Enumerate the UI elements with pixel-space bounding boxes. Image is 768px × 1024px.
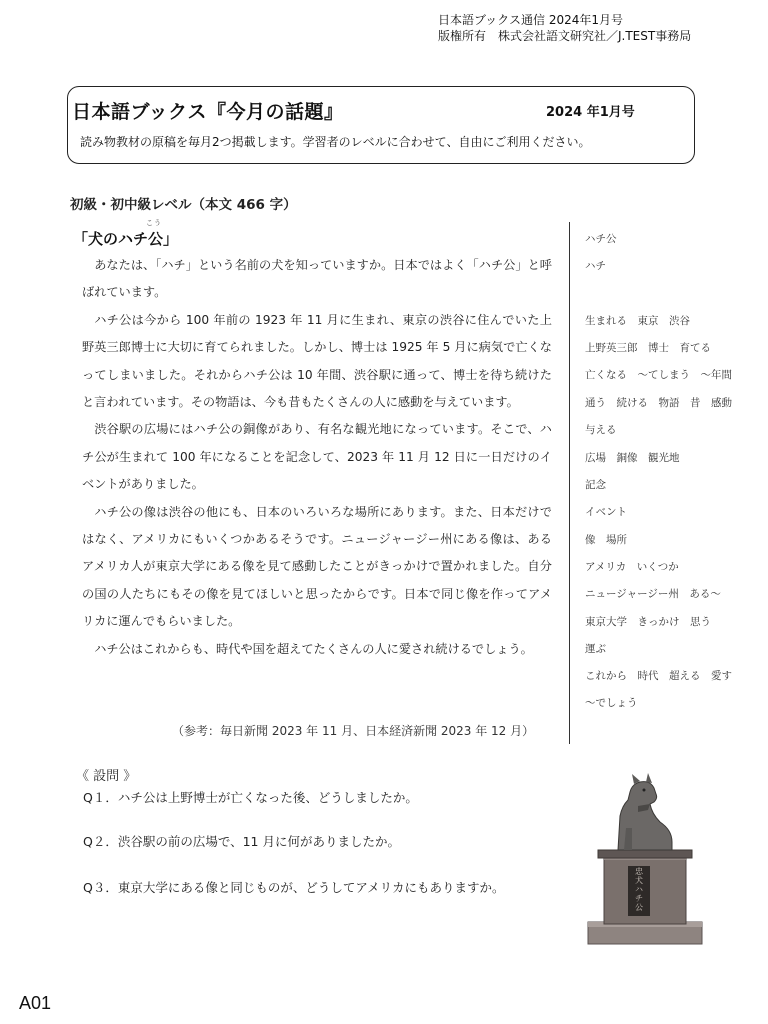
question-item: Q２．渋谷駅の前の広場で、11 月に何がありましたか。 (83, 834, 400, 849)
issue-date: 2024 年1月号 (546, 105, 635, 120)
paragraph: 渋谷駅の広場にはハチ公の銅像があり、有名な観光地になっています。そこで、ハチ公が生まれて 100 年になることを記念して、2023 年 11 月 12 日に一日だけのイベントがありました。 (82, 422, 552, 492)
title-subtitle: 読み物教材の原稿を毎月2つ掲載します。学習者のレベルに合わせて、自由にご利用ください。 (80, 135, 591, 149)
vocab-item: 像 場所 (585, 534, 627, 546)
header-copyright: 版権所有 株式会社語文研究社／J.TEST事務局 (438, 29, 692, 43)
question-item: Q１．ハチ公は上野博士が亡くなった後、どうしましたか。 (83, 790, 418, 805)
questions-heading: 《 設問 》 (76, 769, 137, 784)
vocab-item: ニュージャージー州 ある〜 (585, 588, 721, 600)
paragraph: あなたは、「ハチ」という名前の犬を知っていますか。日本ではよく「ハチ公」と呼ばれています。 (82, 258, 552, 300)
header-issue: 日本語ブックス通信 2024年1月号 (438, 13, 624, 27)
vocab-item: 広場 銅像 観光地 (585, 452, 680, 464)
vocab-item: アメリカ いくつか (585, 561, 679, 573)
vocab-item: 上野英三郎 博士 育てる (585, 342, 711, 354)
page-title: 日本語ブックス『今月の話題』 (72, 101, 344, 123)
vocab-item: 〜でしょう (585, 697, 638, 709)
vocab-item: 与える (585, 424, 617, 436)
vocab-item: ハチ公 (585, 233, 617, 245)
paragraph: ハチ公は今から 100 年前の 1923 年 11 月に生まれ、東京の渋谷に住んでいた上野英三郎博士に大切に育てられました。しかし、博士は 1925 年 5 月に病気で亡くなってしまいました。それからハチ公は 10 年間、渋谷駅に通って、博士を待ち続けたと言われています。その物語は、今も昔もたくさんの人に感動を与えています。 (82, 312, 552, 410)
hachiko-statue-image (580, 770, 710, 950)
question-item: Q３．東京大学にある像と同じものが、どうしてアメリカにもありますか。 (83, 880, 505, 895)
vocab-item: 東京大学 きっかけ 思う (585, 616, 711, 628)
page-code: A01 (19, 993, 52, 1013)
level-heading: 初級・初中級レベル（本文 466 字） (70, 197, 297, 213)
paragraph: ハチ公はこれからも、時代や国を超えてたくさんの人に愛され続けるでしょう。 (94, 641, 533, 656)
story-body (82, 252, 552, 663)
statue-plaque-text: 忠犬ハチ公 (635, 867, 643, 912)
paragraph: ハチ公の像は渋谷の他にも、日本のいろいろな場所にあります。また、日本だけではなく、アメリカにもいくつかあるそうです。ニュージャージー州にある像は、あるアメリカ人が東京大学にある像を見て感動したことがきっかけで置かれました。自分の国の人たちにもその像を見てほしいと思ったからです。日本で同じ像を作ってアメリカに運んでもらいました。 (82, 504, 552, 629)
vocab-item: 亡くなる 〜てしまう 〜年間 (585, 369, 732, 381)
vocab-item: イベント (585, 506, 627, 518)
vocab-item: 運ぶ (585, 643, 606, 655)
vocab-item: 生まれる 東京 渋谷 (585, 315, 690, 327)
ruby-ko: こう (146, 219, 162, 227)
vocab-item: ハチ (585, 260, 606, 272)
vocab-item: 通う 続ける 物語 昔 感動 (585, 397, 732, 409)
reference-note: （参考：毎日新聞 2023 年 11 月、日本経済新聞 2023 年 12 月） (172, 724, 535, 738)
vocab-item: 記念 (585, 479, 606, 491)
title-box (67, 86, 695, 164)
column-divider (569, 222, 570, 744)
story-title: 「犬のハチ公」 (73, 230, 179, 248)
vocab-item: これから 時代 超える 愛す (585, 670, 732, 682)
